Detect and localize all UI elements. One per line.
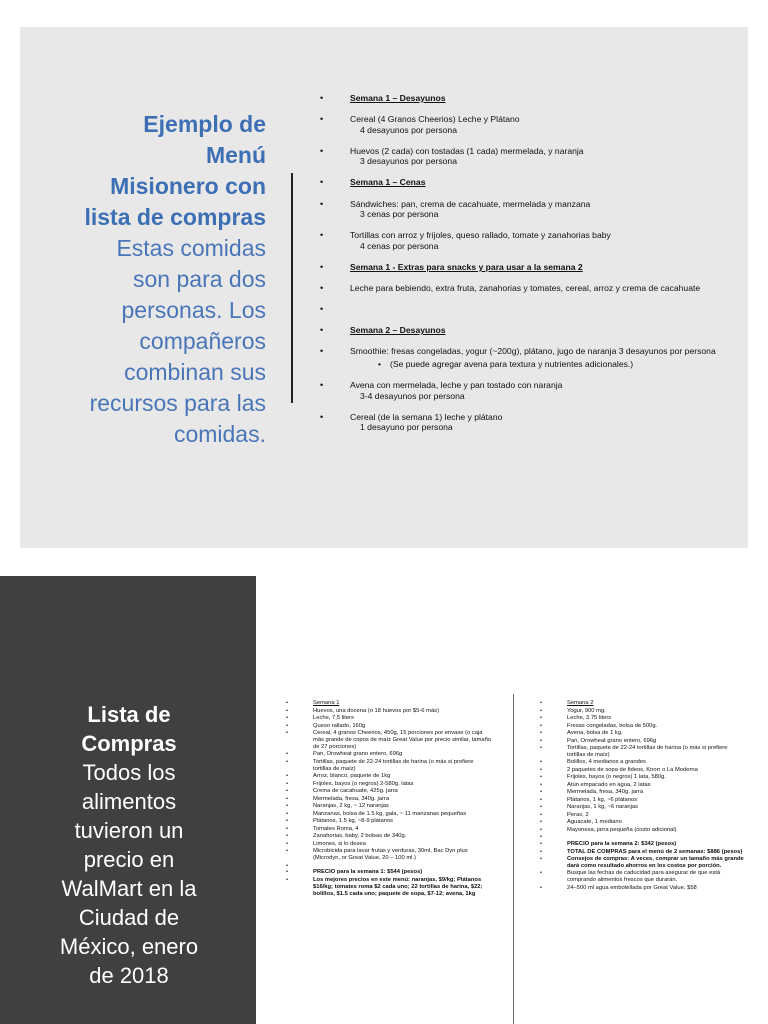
shopping-item [286, 759, 492, 773]
menu-list [317, 93, 737, 443]
menu-section-heading [317, 325, 737, 336]
shopping-item [540, 767, 746, 774]
shopping-item [540, 738, 746, 745]
menu-item [317, 114, 737, 135]
menu-item-text: Sándwiches: pan, crema de cacahuate, mermelada y manzana [350, 198, 591, 209]
menu-item [317, 346, 737, 369]
menu-item [317, 283, 737, 294]
shopping-item [286, 803, 492, 810]
shopping-item [540, 856, 746, 870]
shopping-item-text: Microbicida para lavar frutas y verduras, 30ml, Bac Dyn plus (Microdyn, or Great Value, 20 – 100 ml.) [313, 848, 468, 862]
slide1-subtitle [30, 233, 266, 450]
subtitle-line: personas. Los [121, 297, 266, 323]
shopping-item-text: Pan, Orowheat grano entero, 696g [567, 737, 657, 744]
shopping-item [540, 819, 746, 826]
slide-shopping-list [0, 576, 768, 1024]
menu-item-text: Semana 1 – Cenas [350, 177, 426, 188]
shopping-item [286, 833, 492, 840]
menu-item-detail: 1 desayuno por persona [360, 422, 453, 433]
shopping-item-text: Semana 1 [313, 700, 340, 706]
body-line: alimentos [81, 789, 177, 814]
shopping-item-text: Frijoles, bayos (o negros) 2-580g. latas [313, 780, 414, 787]
heading-line: lista de compras [84, 204, 266, 230]
menu-item-text: Semana 1 – Desayunos [350, 93, 446, 103]
menu-item-subnote: • (Se puede agregar avena para textura y nutrientes adicionales.) [350, 359, 737, 370]
shopping-item-text: Tortillas, paquete de 22-24 tortillas de harina (o más si prefiere tortillas de maíz) [313, 758, 474, 772]
menu-item-detail: 3 desayunos por persona [360, 156, 457, 167]
body-line: Ciudad de [78, 905, 180, 930]
title-panel [0, 576, 256, 1024]
menu-item-text: Tortillas con arroz y frijoles, queso rallado, tomate y zanahorias baby [350, 230, 611, 241]
menu-item-text: Avena con mermelada, leche y pan tostado con naranja [350, 380, 563, 390]
vertical-divider [291, 173, 293, 403]
shopping-item-text: Naranjas, 2 kg, ~ 12 naranjas [313, 803, 389, 810]
menu-item [317, 304, 737, 315]
menu-item-text: Semana 1 - Extras para snacks y para usar a la semana 2 [350, 261, 583, 272]
shopping-item [540, 789, 746, 796]
shopping-item [540, 885, 746, 892]
week2-shopping-list [540, 700, 746, 892]
shopping-item [286, 708, 492, 715]
body-line: precio en [83, 847, 175, 872]
shopping-item-text: Peras, 2 [567, 811, 589, 818]
shopping-item-text: Tortillas, paquete de 22-24 tortillas de harina (o más si prefiere tortillas de maíz) [567, 745, 728, 758]
subtitle-line: combinan sus [124, 359, 266, 385]
heading-line: Compras [81, 731, 177, 756]
shopping-item-text: Arroz, blanco, paquete de 1kg [313, 773, 391, 780]
body-line: WalMart en la [61, 876, 197, 901]
shopping-item-text: Leche, 3.75 liters [567, 715, 612, 721]
shopping-item [286, 700, 492, 707]
shopping-item [286, 730, 492, 751]
shopping-item [286, 869, 492, 876]
shopping-item [540, 708, 746, 715]
column-divider [513, 694, 514, 1024]
shopping-item-text: 2 paquetes de sopa de fideos, Knorr o La Moderna [567, 766, 698, 773]
body-line: de 2018 [89, 963, 169, 988]
shopping-item-text: TOTAL DE COMPRAS para el menú de 2 semanas: $886 (pesos) [567, 848, 743, 855]
shopping-item [540, 834, 746, 840]
shopping-item-text: Queso rallado, 160g [313, 722, 366, 729]
menu-item [317, 146, 737, 167]
menu-item-detail: 4 cenas por persona [360, 240, 439, 251]
body-line: tuvieron un [74, 818, 184, 843]
shopping-item [286, 818, 492, 825]
menu-section-heading [317, 177, 737, 188]
shopping-item [286, 863, 492, 869]
shopping-item-text: Consejos de compras: A veces, comprar un tamaño más grande dará como resultado ahorros en los costos por porción. [567, 856, 744, 869]
shopping-item [540, 782, 746, 789]
shopping-item-text: Plátanos, 1.5 kg, ~8-9 plátanos [313, 818, 394, 825]
menu-item [317, 230, 737, 251]
menu-section-heading [317, 93, 737, 104]
shopping-item [540, 730, 746, 737]
body-line: México, enero [59, 934, 199, 959]
shopping-item-text: Los mejores precios en este menú: naranjas, $9/kg; Plátanos $16/kg; tomates roma $2 cada uno; 22 tortillas de harina, $22; bolillos, $1.5 cada uno; paquete de sopa, $7-12; avena, 1kg [313, 876, 483, 897]
shopping-item-text: Frijoles, bayos (o negros) 1 lata, 580g. [567, 774, 666, 781]
shopping-item [540, 715, 746, 722]
shopping-item-text: Huevos, una docena (o 18 huevos por $5-6 más) [313, 707, 439, 714]
shopping-item-text: Avena, bolsa de 1 kg. [567, 730, 623, 736]
shopping-item-text: PRECIO para la semana 2: $342 (pesos) [567, 841, 677, 847]
slide2-title [14, 700, 244, 990]
menu-item [317, 199, 737, 220]
shopping-item [286, 723, 492, 730]
shopping-item-text: Naranjas, 1 kg, ~6 naranjas [567, 804, 639, 811]
shopping-item [540, 723, 746, 730]
shopping-item [286, 751, 492, 758]
shopping-item-text: Crema de cacahuate, 425g. jarra [313, 788, 398, 795]
shopping-item-text: Zanahorias, baby, 2 bolsas de 340g. [313, 833, 407, 840]
heading-line: Misionero con [110, 173, 266, 199]
shopping-item [540, 700, 746, 707]
shopping-item [540, 774, 746, 781]
week1-shopping-list [286, 700, 492, 898]
slide2-body [14, 758, 244, 990]
subtitle-line: Estas comidas [116, 235, 266, 261]
shopping-item [540, 827, 746, 834]
shopping-item-text: Yogur, 900 mg. [567, 707, 606, 714]
shopping-item-text: Mayonesa, jarra pequeña (costo adicional) [567, 826, 677, 833]
shopping-item-text: Plátanos, 1 kg, ~6 plátanos [567, 796, 638, 803]
shopping-item-text: Leche, 7,5 liters [313, 715, 354, 721]
menu-item [317, 380, 737, 401]
shopping-item [286, 811, 492, 818]
menu-item-text: Semana 2 – Desayunos [350, 325, 446, 336]
slide1-heading [30, 109, 266, 233]
shopping-item [540, 841, 746, 848]
shopping-item [540, 759, 746, 766]
subtitle-line: son para dos [133, 266, 266, 292]
menu-item-text: Cereal (de la semana 1) leche y plátano [350, 411, 503, 422]
shopping-item [286, 877, 492, 898]
shopping-item-text: Busque las fechas de caducidad para asegurar de que está comprando alimentos frescos que durarán. [567, 870, 721, 884]
shopping-item-text: PRECIO para la semana 1: $544 (pesos) [313, 869, 423, 876]
shopping-item [540, 797, 746, 804]
shopping-item [540, 812, 746, 819]
shopping-item-text: Cereal, 4 granos Cheerios, 450g, 15 porciones por envase (o caja más grande de copos de maíz Great Value por precio similar, tamaño de 27 porciones) [313, 730, 492, 750]
shopping-item [540, 745, 746, 759]
heading-line: Lista de [87, 702, 171, 727]
heading-line: Menú [205, 142, 266, 168]
body-line: Todos los [82, 760, 176, 785]
shopping-item-text: Semana 2 [567, 700, 594, 706]
heading-line: Ejemplo de [143, 111, 266, 137]
menu-section-heading [317, 262, 737, 273]
shopping-item [286, 826, 492, 833]
menu-item-detail: 4 desayunos por persona [360, 124, 457, 135]
shopping-item [540, 849, 746, 856]
shopping-item-text: Mermelada, fresa, 340g. jarra [567, 789, 644, 796]
shopping-item [540, 870, 746, 884]
shopping-item [286, 781, 492, 788]
subtitle-line: comidas. [173, 421, 266, 447]
shopping-item-text: Limones, si lo desea [313, 840, 366, 847]
menu-item-text: Cereal (4 Granos Cheerios) Leche y Plátano [350, 114, 520, 125]
slide-menu-example [20, 27, 748, 548]
shopping-item-text: 24–500 ml agua embotellada por Great Value, $58 [567, 884, 697, 891]
menu-item-detail: 3-4 desayunos por persona [360, 390, 465, 401]
shopping-item [286, 773, 492, 780]
shopping-item-text: Manzanas, bolsa de 1.5 kg, gala, ~ 11 manzanas pequeñas [313, 810, 467, 817]
menu-item-detail: 3 cenas por persona [360, 209, 439, 220]
shopping-item [540, 804, 746, 811]
shopping-item-text: Bolillos, 4 medianos a grandes [567, 759, 646, 766]
menu-item-text: Smoothie: fresas congeladas, yogur (~200g), plátano, jugo de naranja 3 desayunos por persona [350, 346, 716, 357]
shopping-item-text: Fresas congeladas, bolsa de 500g. [567, 722, 658, 729]
subtitle-line: recursos para las [89, 390, 266, 416]
shopping-item [286, 841, 492, 848]
shopping-item-text: Pan, Orowheat grano entero, 696g [313, 751, 403, 758]
shopping-item [286, 788, 492, 795]
menu-item [317, 412, 737, 433]
subtitle-line: compañeros [139, 328, 266, 354]
shopping-item [286, 715, 492, 722]
slide2-heading [14, 700, 244, 758]
shopping-item-text: Atún empacado en agua, 2 latas [567, 781, 651, 788]
shopping-item-text: Mermelada, fresa, 340g. jarra [313, 795, 390, 802]
menu-item-text: Huevos (2 cada) con tostadas (1 cada) mermelada, y naranja [350, 145, 584, 156]
shopping-item [286, 796, 492, 803]
menu-item-text: Leche para bebiendo, extra fruta, zanahorias y tomates, cereal, arroz y crema de cacahuate [350, 283, 701, 294]
shopping-item [286, 848, 492, 862]
shopping-item-text: Tomates Roma, 4 [313, 825, 359, 832]
shopping-item-text: Aguacate, 1 mediano [567, 819, 622, 826]
slide1-title [30, 109, 266, 450]
